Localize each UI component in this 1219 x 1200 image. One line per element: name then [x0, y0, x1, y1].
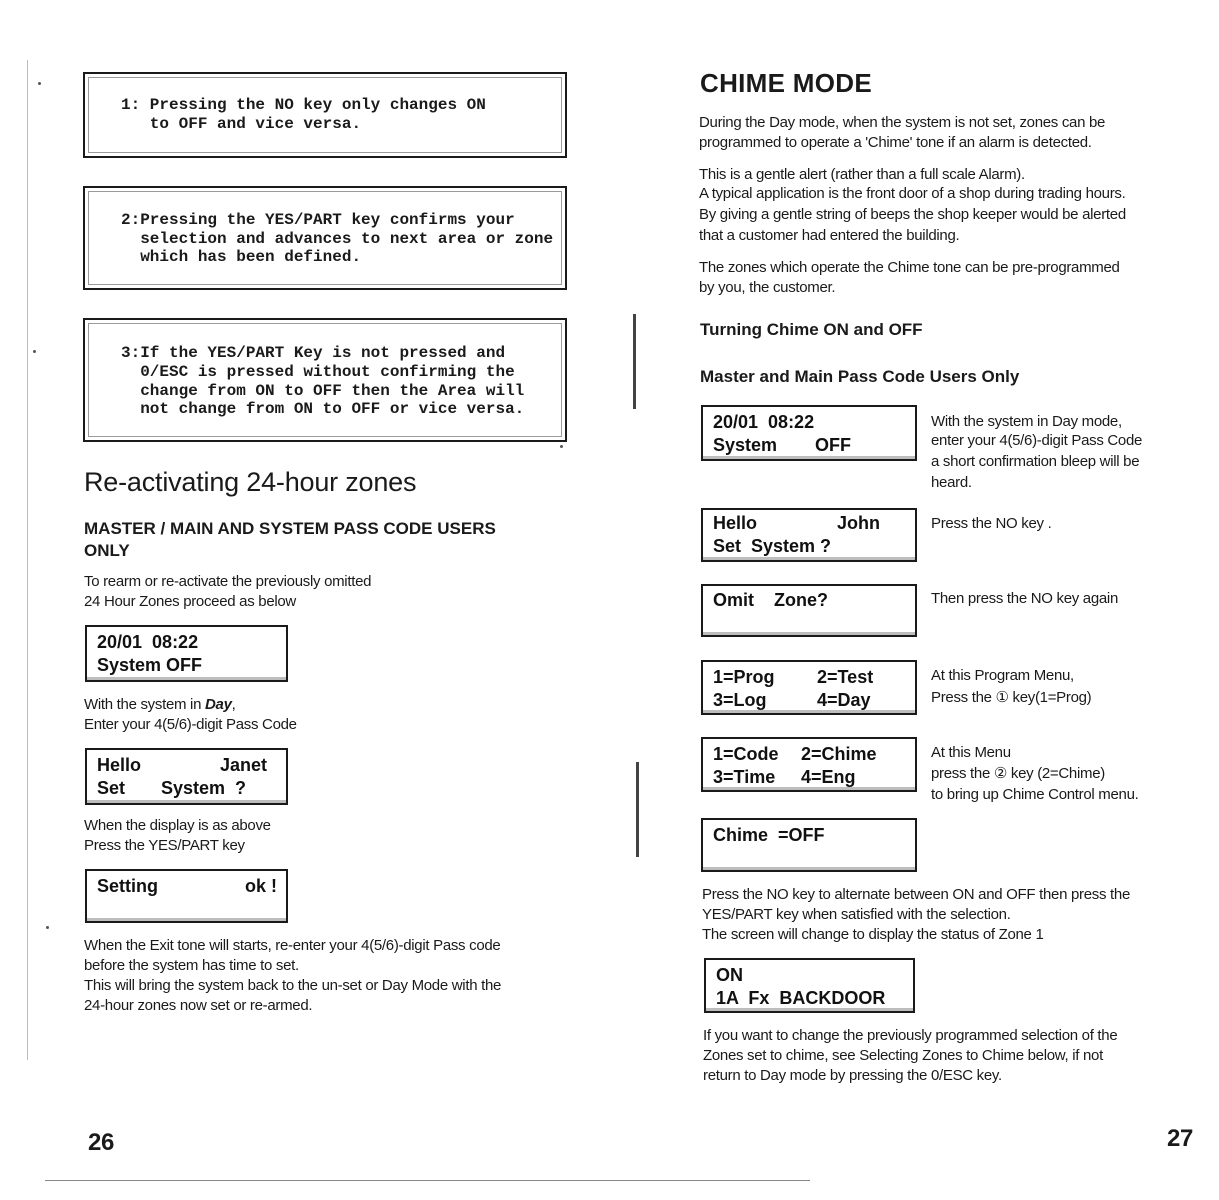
para1-line-2: programmed to operate a 'Chime' tone if an alarm is detected. — [699, 134, 1092, 151]
turning-chime-heading: Turning Chime ON and OFF — [700, 320, 923, 339]
lcd-line: Set — [97, 778, 126, 798]
lcd-line: 3=Log — [713, 690, 767, 710]
para2-line-1: This is a gentle alert (rather than a full scale Alarm). — [699, 166, 1025, 183]
step5-desc-line-3: to bring up Chime Control menu. — [931, 786, 1139, 803]
step2-desc: Press the NO key . — [931, 515, 1052, 532]
scan-dot — [560, 445, 563, 448]
subheading-users-line-2: ONLY — [84, 541, 130, 560]
page-number-right: 27 — [1167, 1125, 1194, 1152]
para2-line-4: that a customer had entered the building. — [699, 227, 960, 244]
section-heading-chime-mode: CHIME MODE — [700, 68, 872, 98]
scan-mark-gutter-bottom — [636, 762, 639, 857]
para4-line-1: Press the NO key to alternate between ON and OFF then press the — [702, 886, 1130, 903]
lcd-line: 1=Prog — [713, 667, 775, 687]
note-2-line-3: which has been defined. — [121, 248, 362, 266]
note-box-3 — [83, 318, 567, 442]
step1-desc-line-2: enter your 4(5/6)-digit Pass Code — [931, 432, 1143, 449]
scan-dot — [33, 350, 36, 353]
step1-desc-line-4: heard. — [931, 474, 972, 491]
lcd-line: 2=Test — [817, 667, 874, 687]
lcd-line: Chime =OFF — [713, 825, 825, 845]
lcd-display-hello-john — [701, 508, 917, 562]
scan-line-left — [27, 60, 28, 1060]
lcd-line: Hello — [97, 755, 142, 775]
lcd-line: System — [713, 435, 778, 455]
closing-line-1: When the Exit tone will starts, re-enter your 4(5/6)-digit Pass code — [84, 937, 501, 954]
lcd-line: Setting — [97, 876, 158, 896]
para2-line-3: By giving a gentle string of beeps the shop keeper would be alerted — [699, 206, 1126, 223]
para4-line-2: YES/PART key when satisfied with the selection. — [702, 906, 1011, 923]
section-heading-reactivating: Re-activating 24-hour zones — [84, 467, 417, 497]
note-box-1 — [83, 72, 567, 158]
lcd-line: 3=Time — [713, 767, 776, 787]
step-day-emphasis: Day — [205, 696, 232, 713]
para1-line-1: During the Day mode, when the system is not set, zones can be — [699, 114, 1106, 131]
note-2-line-2: selection and advances to next area or zone — [121, 230, 554, 248]
lcd-line: 4=Eng — [801, 767, 856, 787]
lcd-display-zone-status — [704, 958, 915, 1013]
note-2-line-1: 2:Pressing the YES/PART key confirms your — [121, 211, 515, 229]
lcd-display-omit-zone — [701, 584, 917, 637]
note-box-2 — [83, 186, 567, 290]
lcd-line: OFF — [815, 435, 851, 455]
closing-line-3: This will bring the system back to the un-set or Day Mode with the — [84, 977, 502, 994]
para3-line-1: The zones which operate the Chime tone can be pre-programmed — [699, 259, 1120, 276]
step4-desc-line-2: Press the ① key(1=Prog) — [931, 689, 1092, 706]
note-1-line-2: to OFF and vice versa. — [121, 115, 362, 133]
step5-desc-line-2: press the ② key (2=Chime) — [931, 765, 1105, 782]
lcd-line: System OFF — [97, 655, 203, 675]
para2-line-2: A typical application is the front door of a shop during trading hours. — [699, 185, 1126, 202]
lcd-line: Set System ? — [713, 536, 832, 556]
subheading-users-line-1: MASTER / MAIN AND SYSTEM PASS CODE USERS — [84, 519, 496, 538]
para5-line-1: If you want to change the previously programmed selection of the — [703, 1027, 1118, 1044]
lcd-line: 20/01 08:22 — [713, 412, 815, 432]
step1-desc-line-1: With the system in Day mode, — [931, 413, 1122, 430]
lcd-display-system-off — [85, 625, 288, 682]
para3-line-2: by you, the customer. — [699, 279, 836, 296]
users-heading: Master and Main Pass Code Users Only — [700, 367, 1020, 386]
lcd-line: System ? — [161, 778, 247, 798]
intro-line-2: 24 Hour Zones proceed as below — [84, 593, 296, 610]
lcd-line: ok ! — [245, 876, 278, 896]
lcd-line: 1=Code — [713, 744, 779, 764]
lcd-line: Omit Zone? — [713, 590, 828, 610]
scan-dot — [46, 926, 49, 929]
step4-desc-line-1: At this Program Menu, — [931, 667, 1074, 684]
intro-line-1: To rearm or re-activate the previously omitted — [84, 573, 372, 590]
closing-line-4: 24-hour zones now set or re-armed. — [84, 997, 313, 1014]
note-3-line-3: change from ON to OFF then the Area will — [121, 382, 525, 400]
page-number-left: 26 — [88, 1129, 115, 1156]
para5-line-3: return to Day mode by pressing the 0/ESC key. — [703, 1067, 1002, 1084]
lcd-line: Hello — [713, 513, 758, 533]
lcd-line: 4=Day — [817, 690, 871, 710]
lcd-display-setting — [85, 869, 288, 923]
closing-line-2: before the system has time to set. — [84, 957, 299, 974]
lcd-display-chime-menu — [701, 737, 917, 792]
note-3-line-2: 0/ESC is pressed without confirming the — [121, 363, 515, 381]
scan-mark-gutter-top — [633, 314, 636, 409]
step-day-prefix: With the system in — [84, 696, 206, 713]
lcd-display-program-menu — [701, 660, 917, 715]
note-3-line-4: not change from ON to OFF or vice versa. — [121, 400, 525, 418]
note-3-line-1: 3:If the YES/PART Key is not pressed and — [121, 344, 506, 362]
step1-desc-line-3: a short confirmation bleep will be — [931, 453, 1140, 470]
para5-line-2: Zones set to chime, see Selecting Zones to Chime below, if not — [703, 1047, 1103, 1064]
lcd-display-hello-janet — [85, 748, 288, 805]
para4-line-3: The screen will change to display the status of Zone 1 — [702, 926, 1044, 943]
step-display-line-1: When the display is as above — [84, 817, 271, 834]
step3-desc: Then press the NO key again — [931, 590, 1119, 607]
note-1-line-1: 1: Pressing the NO key only changes ON — [121, 96, 486, 114]
step-day-line-1 — [84, 695, 236, 715]
lcd-line: 1A Fx BACKDOOR — [716, 988, 886, 1008]
scan-dot — [38, 82, 41, 85]
lcd-line: ON — [716, 965, 743, 985]
scan-line-bottom — [45, 1180, 810, 1181]
lcd-line: Janet — [220, 755, 268, 775]
lcd-display-chime-off — [701, 818, 917, 872]
lcd-display-system-off-right — [701, 405, 917, 461]
lcd-line: 2=Chime — [801, 744, 877, 764]
step-display-line-2: Press the YES/PART key — [84, 837, 245, 854]
step-day-suffix: , — [231, 696, 236, 713]
lcd-line: 20/01 08:22 — [97, 632, 199, 652]
step-day-line-2: Enter your 4(5/6)-digit Pass Code — [84, 716, 297, 733]
lcd-line: John — [837, 513, 880, 533]
step5-desc-line-1: At this Menu — [931, 744, 1011, 761]
